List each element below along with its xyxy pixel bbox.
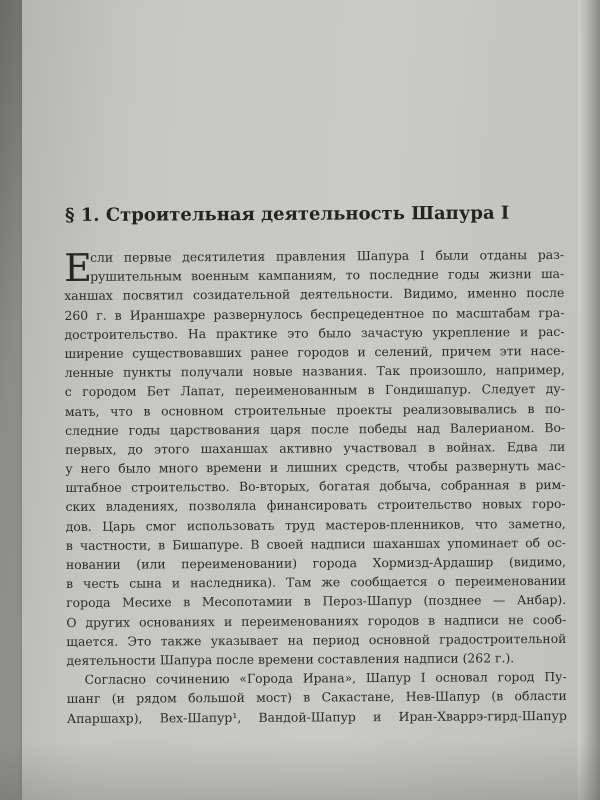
text-line: следние годы царствования царя после победы над Валерианом. Во- (65, 419, 566, 438)
text-line: Согласно сочинению «Города Ирана», Шапур I основал город Пу- (84, 669, 567, 688)
text-line: города Месихе в Месопотамии в Пероз-Шапур (позднее — Анбар). (66, 592, 567, 611)
text-line: О других основаниях и переименованиях городов в надписи не сооб- (66, 611, 567, 630)
text-line: сли первые десятилетия правления Шапура I были отданы раз- (90, 246, 565, 265)
text-line: новании (или переименовании) города Хормизд-Ардашир (видимо, (65, 553, 566, 572)
text-line: рушительным военным кампаниям, то последние годы жизни ша- (90, 266, 565, 285)
text-line: деятельности Шапура после времени составления надписи (262 г.). (66, 650, 515, 668)
body-text (64, 245, 567, 728)
text-line: Апаршахр), Вех-Шапур¹, Вандой-Шапур и Иран-Хваррэ-гирд-Шапур (66, 707, 567, 726)
text-line: ширение существовавших ранее городов и селений, причем эти насе- (64, 342, 565, 361)
text-line: ханшах посвятил созидательной деятельности. Видимо, именно после (64, 285, 565, 304)
text-line: достроительство. На практике это было зачастую укрепление и рас- (64, 323, 565, 342)
text-line: с городом Бет Лапат, переименованным в Гондишапур. Следует ду- (64, 381, 565, 400)
text-line: шанг (и рядом большой мост) в Сакастане, Нев-Шапур (в области (66, 688, 567, 707)
text-line: в честь сына и наследника). Там же сообщается о переименовании (66, 573, 567, 592)
text-line: мать, что в основном строительные проекты реализовывались в по- (64, 400, 566, 419)
text-line: ленные пункты получали новые названия. Так произошло, например, (64, 362, 565, 381)
page-edge (578, 0, 600, 800)
section-heading: § 1. Строительная деятельность Шапура I (65, 202, 510, 226)
text-line: ских владениях, позволяла финансировать строительство новых горо- (65, 496, 566, 515)
text-line: первых, до этого шаханшах активно участвовал в войнах. Едва ли (65, 438, 566, 457)
text-line: в частности, в Бишапуре. В своей надписи шаханшах упоминает об ос- (65, 534, 566, 553)
text-line: дов. Царь смог использовать труд мастеров-пленников, что заметно, (65, 515, 566, 534)
text-line: у него было много времени и лишних средств, чтобы развернуть мас- (65, 458, 566, 477)
drop-cap: Е (63, 245, 93, 290)
text-line: 260 г. в Ираншахре развернулось беспрецедентное по масштабам гра- (64, 304, 565, 323)
text-line: штабное строительство. Во-вторых, богатая добыча, собранная в рим- (65, 477, 566, 496)
text-line: щается. Это также указывает на период основной градостроительной (66, 630, 567, 649)
